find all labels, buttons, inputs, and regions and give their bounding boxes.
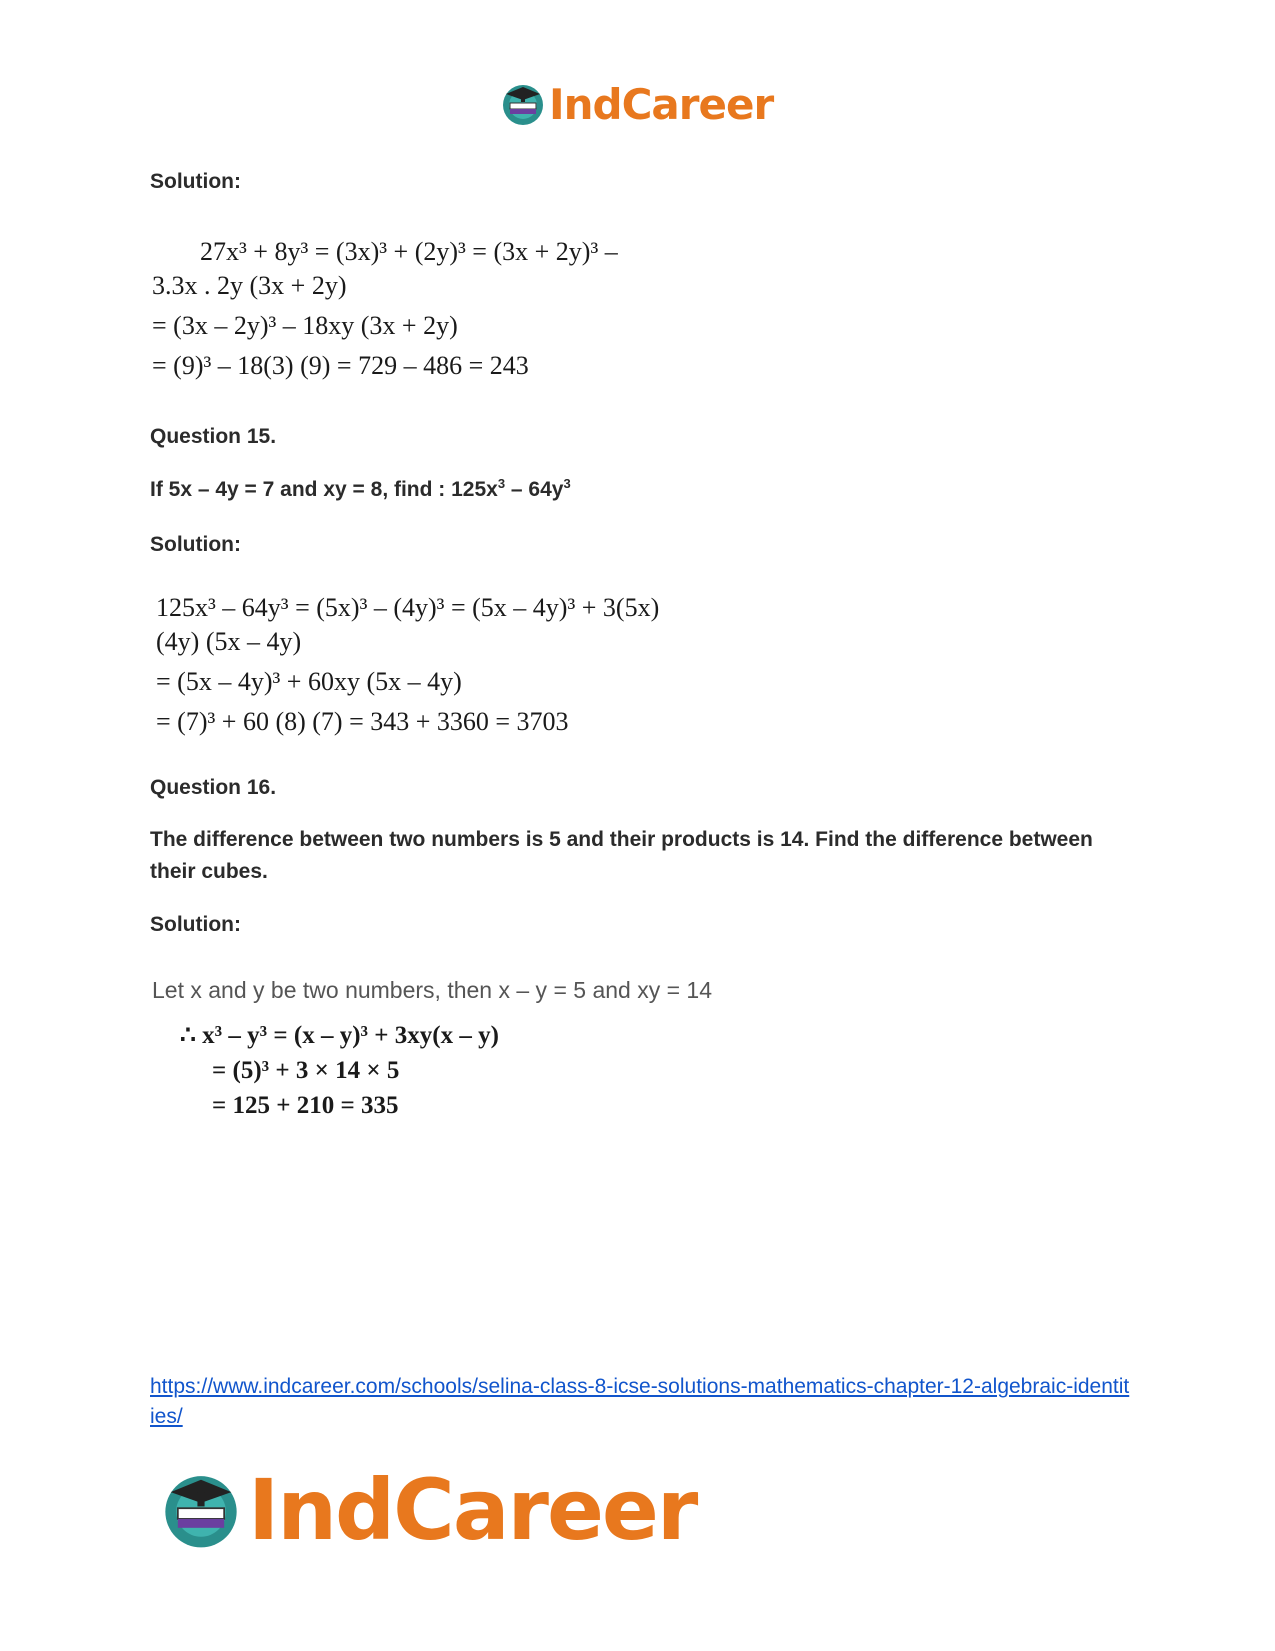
header-logo [500,76,773,132]
solution-label-q15: Solution: [150,533,241,556]
q15-solution-line-4: = (7)³ + 60 (8) (7) = 343 + 3360 = 3703 [156,707,569,736]
solution-label-q16: Solution: [150,913,241,936]
q14-solution-line-3: = (3x – 2y)³ – 18xy (3x + 2y) [152,311,458,340]
q15-solution-line-2: (4y) (5x – 4y) [156,627,302,656]
question-16-title: Question 16. [150,776,277,799]
graduation-book-icon [500,81,546,127]
q16-solution-line-2: ∴ x³ – y³ = (x – y)³ + 3xy(x – y) [180,1022,499,1049]
q14-solution-line-1: 27x³ + 8y³ = (3x)³ + (2y)³ = (3x + 2y)³ – [200,237,618,266]
question-15-text: If 5x – 4y = 7 and xy = 8, find : $125x^3 - 64y^3$ [150,476,571,501]
solution-label-q14: Solution: [150,170,241,193]
q15-solution-line-1: 125x³ – 64y³ = (5x)³ – (4y)³ = (5x – 4y)³ + 3(5x) [156,593,660,622]
question-16-text: The difference between two numbers is 5 and their products is 14. Find the difference between their cubes. [150,828,1093,883]
question-15-title: Question 15. [150,425,277,448]
logo-wordmark: IndCareer [549,79,774,129]
graduation-book-icon [160,1469,242,1551]
q14-solution-line-2: 3.3x . 2y (3x + 2y) [152,271,347,300]
q16-solution-line-3: = (5)³ + 3 × 14 × 5 [212,1057,400,1084]
q16-solution-line-4: = 125 + 210 = 335 [212,1092,399,1119]
source-url-link[interactable]: https://www.indcareer.com/schools/selina-class-8-icse-solutions-mathematics-chapter-12-algebraic-identities/ [150,1375,1130,1428]
logo-wordmark: IndCareer [248,1461,697,1559]
q16-solution-line-1: Let x and y be two numbers, then x – y = 5 and xy = 14 [152,977,713,1003]
q15-solution-line-3: = (5x – 4y)³ + 60xy (5x – 4y) [156,667,462,696]
footer-logo [160,1461,697,1559]
q14-solution-line-4: = (9)³ – 18(3) (9) = 729 – 486 = 243 [152,351,529,380]
